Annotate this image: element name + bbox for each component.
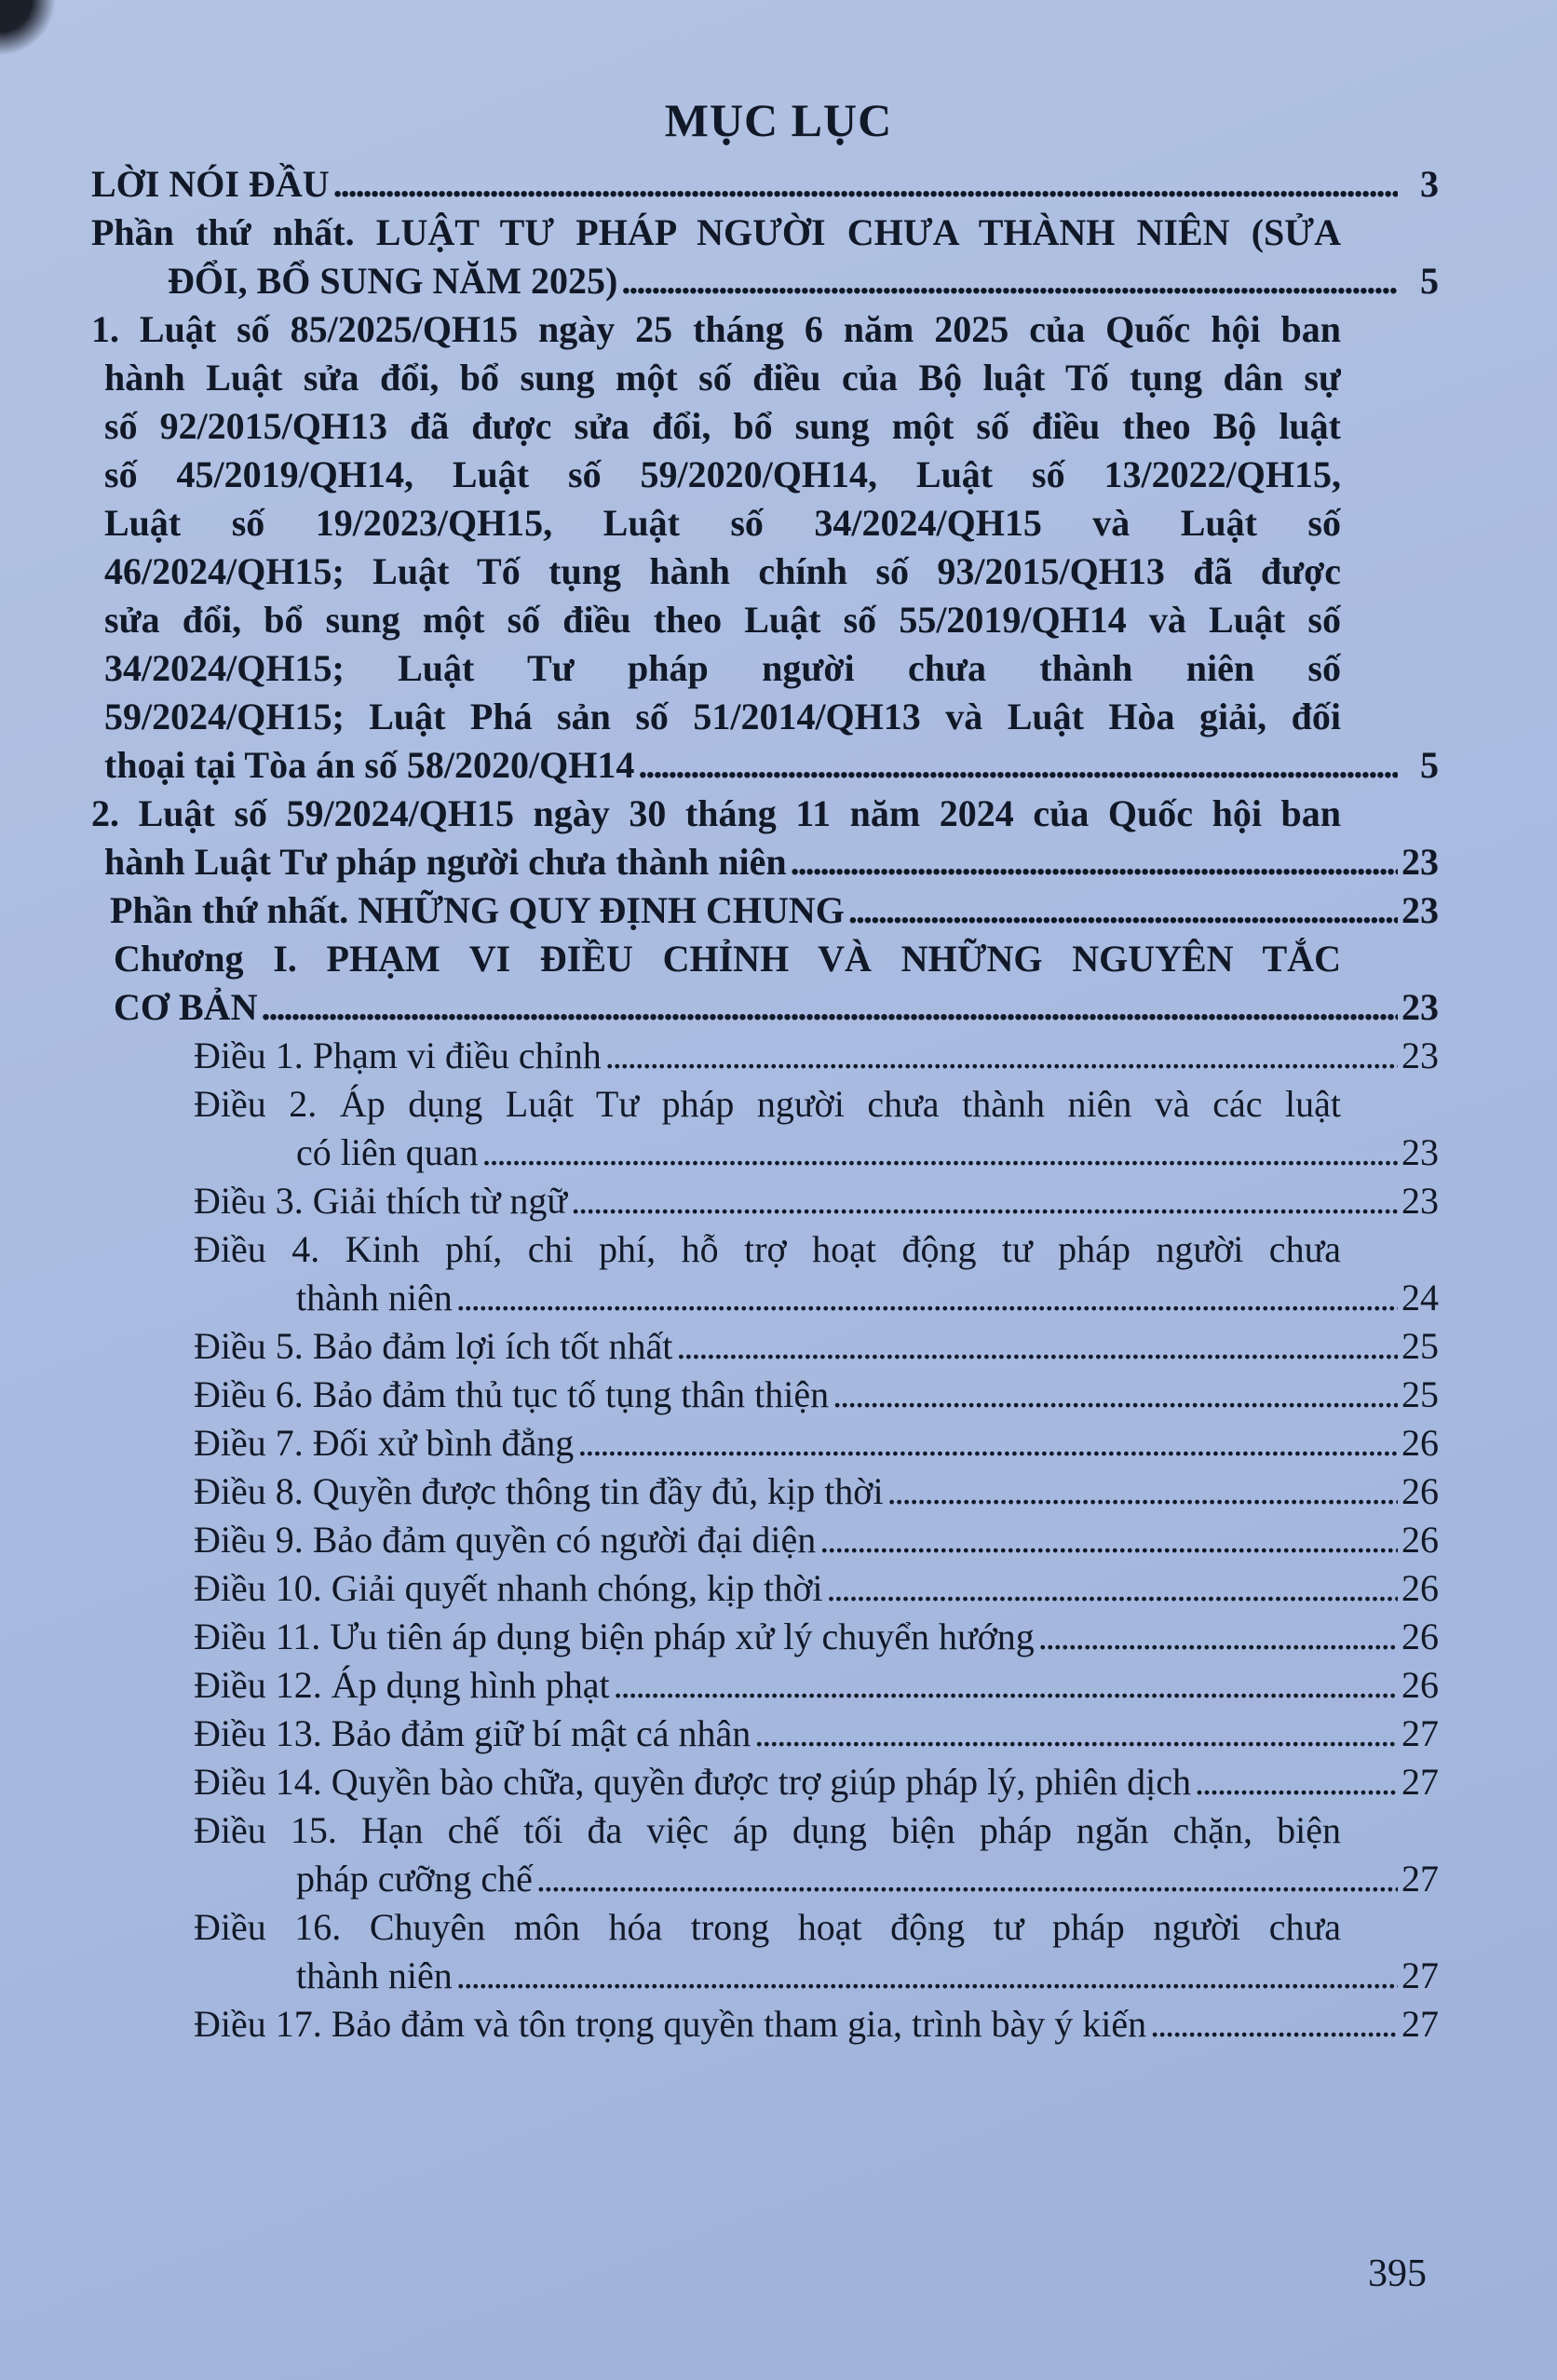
- toc-line: [0, 257, 1557, 305]
- entry-page-number: 26: [1401, 1422, 1439, 1464]
- toc-line: [0, 983, 1557, 1032]
- toc-line-text: Chương I. PHẠM VI ĐIỀU CHỈNH VÀ NHỮNG NGUYÊN TẮC: [114, 938, 1341, 980]
- toc-line: [0, 1516, 1557, 1564]
- toc-line: [0, 644, 1557, 693]
- toc-line: [0, 1613, 1557, 1661]
- entry-page-number: 27: [1401, 2003, 1439, 2045]
- entry-page-number: 27: [1401, 1858, 1439, 1900]
- dot-leader: [614, 1661, 1398, 1710]
- entry-title: Điều 9. Bảo đảm quyền có người đại diện: [194, 1519, 817, 1561]
- toc-line-text: [194, 1661, 1439, 1710]
- toc-line: [0, 1564, 1557, 1613]
- toc-entry: [0, 1225, 1557, 1322]
- toc-line-text: hành Luật sửa đổi, bổ sung một số điều của Bộ luật Tố tụng dân sự: [104, 357, 1341, 399]
- toc-line: [0, 1758, 1557, 1806]
- toc-line-text: [194, 1419, 1439, 1467]
- entry-title: Điều 7. Đối xử bình đẳng: [194, 1422, 575, 1464]
- toc-line: [0, 1371, 1557, 1419]
- toc-entry: [0, 305, 1557, 790]
- toc-line: [0, 305, 1557, 354]
- toc-line-text: 59/2024/QH15; Luật Phá sản số 51/2014/QH13 và Luật Hòa giải, đối: [104, 696, 1341, 737]
- toc-line-text: [194, 1322, 1439, 1371]
- entry-page-number: 23: [1401, 1034, 1439, 1076]
- toc-entry: [0, 209, 1557, 305]
- toc-line: [0, 693, 1557, 741]
- entry-page-number: 24: [1401, 1277, 1439, 1318]
- dot-leader: [754, 1710, 1398, 1758]
- dot-leader: [577, 1419, 1398, 1467]
- toc-line-text: [91, 160, 1439, 209]
- toc-entry: [0, 1177, 1557, 1225]
- entry-title: hành Luật Tư pháp người chưa thành niên: [104, 841, 787, 883]
- toc-line-text: [194, 1710, 1439, 1758]
- entry-page-number: 26: [1401, 1567, 1439, 1609]
- toc-line: [0, 1467, 1557, 1516]
- toc-line-text: Điều 4. Kinh phí, chi phí, hỗ trợ hoạt động tư pháp người chưa: [194, 1228, 1341, 1270]
- toc-line: [0, 1903, 1557, 1952]
- toc-line: [0, 1177, 1557, 1225]
- toc-line: [0, 451, 1557, 499]
- toc-line-text: số 92/2015/QH13 đã được sửa đổi, bổ sung một số điều theo Bộ luật: [104, 405, 1341, 447]
- entry-page-number: 5: [1420, 260, 1439, 302]
- toc-line: [0, 1806, 1557, 1855]
- entry-title: Điều 11. Ưu tiên áp dụng biện pháp xử lý chuyển hướng: [194, 1616, 1035, 1657]
- entry-page-number: 5: [1420, 744, 1439, 786]
- dot-leader: [333, 160, 1398, 209]
- entry-page-number: 26: [1401, 1664, 1439, 1706]
- toc-line-text: [194, 2000, 1439, 2049]
- toc-line-text: [110, 886, 1439, 935]
- toc-line: [0, 1710, 1557, 1758]
- entry-title: ĐỔI, BỔ SUNG NĂM 2025): [168, 260, 618, 302]
- toc-line-text: Luật số 19/2023/QH15, Luật số 34/2024/QH15 và Luật số: [104, 502, 1341, 544]
- toc-entry: [0, 1080, 1557, 1177]
- entry-title: Điều 12. Áp dụng hình phạt: [194, 1664, 610, 1706]
- toc-line-text: số 45/2019/QH14, Luật số 59/2020/QH14, Luật số 13/2022/QH15,: [104, 453, 1341, 495]
- entry-page-number: 23: [1401, 1180, 1439, 1222]
- dot-leader: [676, 1322, 1398, 1371]
- toc-line-text: [168, 257, 1439, 305]
- toc-line: [0, 1225, 1557, 1274]
- dot-leader: [261, 983, 1398, 1032]
- dot-leader: [571, 1177, 1398, 1225]
- dot-leader: [621, 257, 1398, 305]
- toc-entry: [0, 1710, 1557, 1758]
- toc-line-text: Điều 16. Chuyên môn hóa trong hoạt động tư pháp người chưa: [194, 1906, 1341, 1948]
- entry-title: Điều 3. Giải thích từ ngữ: [194, 1180, 568, 1222]
- entry-title: Điều 8. Quyền được thông tin đầy đủ, kịp thời: [194, 1470, 884, 1512]
- entry-title: Điều 17. Bảo đảm và tôn trọng quyền tham gia, trình bày ý kiến: [194, 2003, 1147, 2045]
- dot-leader: [1038, 1613, 1398, 1661]
- dot-leader: [827, 1564, 1399, 1613]
- entry-page-number: 23: [1401, 1131, 1439, 1173]
- toc-line-text: [296, 1129, 1439, 1177]
- dot-leader: [605, 1032, 1398, 1080]
- toc-entry: [0, 1903, 1557, 2000]
- toc-line: [0, 1129, 1557, 1177]
- dot-leader: [1195, 1758, 1398, 1806]
- toc-line-text: [194, 1758, 1439, 1806]
- toc-line-text: 2. Luật số 59/2024/QH15 ngày 30 tháng 11 năm 2024 của Quốc hội ban: [91, 792, 1341, 834]
- entry-title: Điều 13. Bảo đảm giữ bí mật cá nhân: [194, 1712, 751, 1754]
- toc-line-text: [194, 1177, 1439, 1225]
- toc-line-text: [104, 741, 1439, 790]
- dot-leader: [638, 741, 1398, 790]
- toc-line: [0, 838, 1557, 886]
- toc-line-text: Điều 15. Hạn chế tối đa việc áp dụng biện pháp ngăn chặn, biện: [194, 1809, 1341, 1851]
- toc-line: [0, 354, 1557, 402]
- toc-line-text: [194, 1032, 1439, 1080]
- toc-line: [0, 1855, 1557, 1903]
- entry-page-number: 23: [1401, 986, 1439, 1028]
- toc-line: [0, 1080, 1557, 1129]
- dot-leader: [482, 1129, 1399, 1177]
- entry-title: Phần thứ nhất. NHỮNG QUY ĐỊNH CHUNG: [110, 889, 845, 931]
- entry-title: thành niên: [296, 1277, 453, 1318]
- entry-title: CƠ BẢN: [114, 986, 258, 1028]
- entry-title: Điều 1. Phạm vi điều chỉnh: [194, 1034, 602, 1076]
- entry-title: thoại tại Tòa án số 58/2020/QH14: [104, 744, 635, 786]
- toc-line: [0, 1322, 1557, 1371]
- toc-line-text: [296, 1274, 1439, 1322]
- page-title: MỤC LỤC: [664, 94, 893, 146]
- toc-entry: [0, 1516, 1557, 1564]
- toc-line-text: sửa đổi, bổ sung một số điều theo Luật số 55/2019/QH14 và Luật số: [104, 599, 1341, 641]
- toc-line-text: [194, 1564, 1439, 1613]
- toc-line: [0, 886, 1557, 935]
- toc-entry: [0, 160, 1557, 209]
- toc-line: [0, 1419, 1557, 1467]
- toc-line-text: [194, 1371, 1439, 1419]
- entry-page-number: 27: [1401, 1712, 1439, 1754]
- toc-line: [0, 548, 1557, 596]
- toc-line: [0, 596, 1557, 644]
- toc-line: [0, 402, 1557, 451]
- toc-line: [0, 2000, 1557, 2049]
- toc-line: [0, 499, 1557, 548]
- toc-line: [0, 935, 1557, 983]
- toc-line-text: 1. Luật số 85/2025/QH15 ngày 25 tháng 6 năm 2025 của Quốc hội ban: [91, 308, 1341, 350]
- entry-page-number: 26: [1401, 1519, 1439, 1561]
- entry-page-number: 27: [1401, 1954, 1439, 1996]
- entry-title: Điều 14. Quyền bào chữa, quyền được trợ giúp pháp lý, phiên dịch: [194, 1761, 1191, 1803]
- toc-line-text: [296, 1952, 1439, 2000]
- toc-entry: [0, 886, 1557, 935]
- toc-entry: [0, 1032, 1557, 1080]
- dot-leader: [1150, 2000, 1398, 2049]
- toc-line-text: Phần thứ nhất. LUẬT TƯ PHÁP NGƯỜI CHƯA THÀNH NIÊN (SỬA: [91, 211, 1341, 253]
- toc-line: [0, 160, 1557, 209]
- toc-line: [0, 1661, 1557, 1710]
- entry-page-number: 26: [1401, 1616, 1439, 1657]
- dot-leader: [887, 1467, 1398, 1516]
- entry-title: pháp cưỡng chế: [296, 1858, 533, 1900]
- toc-entry: [0, 1467, 1557, 1516]
- toc-entry: [0, 1806, 1557, 1903]
- entry-page-number: 26: [1401, 1470, 1439, 1512]
- toc-line-text: [194, 1613, 1439, 1661]
- entry-page-number: 27: [1401, 1761, 1439, 1803]
- table-of-contents: [0, 160, 1557, 2049]
- toc-line: [0, 1952, 1557, 2000]
- toc-entry: [0, 1419, 1557, 1467]
- entry-page-number: 3: [1420, 163, 1439, 205]
- page-number: 395: [1368, 2252, 1427, 2295]
- entry-page-number: 23: [1401, 841, 1439, 883]
- toc-line-text: [114, 983, 1439, 1032]
- dot-leader: [791, 838, 1398, 886]
- toc-line-text: [194, 1467, 1439, 1516]
- toc-entry: [0, 1758, 1557, 1806]
- entry-page-number: 23: [1401, 889, 1439, 931]
- dot-leader: [848, 886, 1398, 935]
- entry-title: Điều 6. Bảo đảm thủ tục tố tụng thân thiện: [194, 1373, 830, 1415]
- toc-line-text: Điều 2. Áp dụng Luật Tư pháp người chưa thành niên và các luật: [194, 1083, 1341, 1125]
- entry-title: Điều 10. Giải quyết nhanh chóng, kịp thời: [194, 1567, 823, 1609]
- toc-line-text: 46/2024/QH15; Luật Tố tụng hành chính số 93/2015/QH13 đã được: [104, 550, 1341, 592]
- toc-entry: [0, 2000, 1557, 2049]
- toc-line: [0, 209, 1557, 257]
- entry-title: thành niên: [296, 1954, 453, 1996]
- entry-title: Điều 5. Bảo đảm lợi ích tốt nhất: [194, 1325, 673, 1367]
- dot-leader: [819, 1516, 1398, 1564]
- dot-leader: [536, 1855, 1398, 1903]
- toc-line: [0, 790, 1557, 838]
- toc-entry: [0, 1322, 1557, 1371]
- toc-entry: [0, 1564, 1557, 1613]
- toc-line: [0, 1274, 1557, 1322]
- toc-entry: [0, 790, 1557, 886]
- toc-line-text: [104, 838, 1439, 886]
- toc-entry: [0, 935, 1557, 1032]
- entry-page-number: 25: [1401, 1373, 1439, 1415]
- dot-leader: [456, 1274, 1398, 1322]
- dot-leader: [833, 1371, 1398, 1419]
- toc-entry: [0, 1371, 1557, 1419]
- entry-title: LỜI NÓI ĐẦU: [91, 163, 330, 205]
- toc-line-text: [194, 1516, 1439, 1564]
- entry-title: có liên quan: [296, 1131, 479, 1173]
- page-corner-shadow: [0, 0, 56, 56]
- toc-line-text: [296, 1855, 1439, 1903]
- toc-line: [0, 741, 1557, 790]
- entry-page-number: 25: [1401, 1325, 1439, 1367]
- toc-entry: [0, 1613, 1557, 1661]
- toc-line: [0, 1032, 1557, 1080]
- toc-entry: [0, 1661, 1557, 1710]
- toc-line-text: 34/2024/QH15; Luật Tư pháp người chưa thành niên số: [104, 647, 1341, 689]
- dot-leader: [456, 1952, 1398, 2000]
